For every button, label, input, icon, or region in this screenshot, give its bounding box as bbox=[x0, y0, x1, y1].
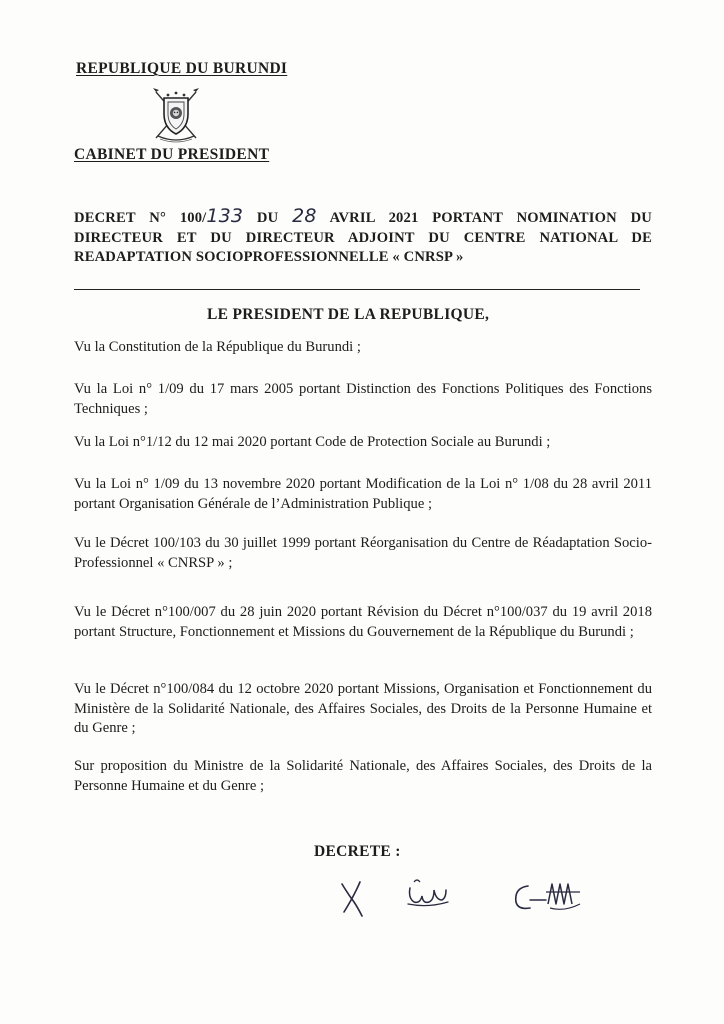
consideration-decret-084: Vu le Décret n°100/084 du 12 octobre 2020 portant Missions, Organisation et Fonctionnement du Ministère de la Solidarité Nationale, des Affaires Sociales, des Droits de la Personne Humaine et du Genre ; bbox=[74, 681, 652, 736]
decree-number-handwritten: 133 bbox=[206, 205, 244, 227]
decision-heading: DECRETE : bbox=[314, 843, 401, 860]
consideration-loi-2005: Vu la Loi n° 1/09 du 17 mars 2005 portant Distinction des Fonctions Politiques des Fonctions Techniques ; bbox=[74, 381, 652, 417]
consideration-decret-007: Vu le Décret n°100/007 du 28 juin 2020 portant Révision du Décret n°100/037 du 19 avril 2018 portant Structure, Fonctionnement et Missions du Gouvernement de la République du Burundi ; bbox=[74, 604, 652, 640]
consideration-loi-2020: Vu la Loi n° 1/09 du 13 novembre 2020 portant Modification de la Loi n° 1/08 du 28 avril 2011 portant Organisation Générale de l’Administration Publique ; bbox=[74, 476, 652, 512]
title-divider bbox=[74, 289, 640, 290]
consideration-proposition: Sur proposition du Ministre de la Solidarité Nationale, des Affaires Sociales, des Droits de la Personne Humaine et du Genre ; bbox=[74, 758, 652, 794]
country-heading: REPUBLIQUE DU BURUNDI bbox=[76, 60, 288, 77]
office-heading: CABINET DU PRESIDENT bbox=[74, 146, 270, 163]
decree-title bbox=[74, 207, 652, 268]
signature-initial-3 bbox=[510, 874, 586, 918]
title-prefix: DECRET N° 100/ bbox=[74, 210, 207, 226]
coat-of-arms-icon bbox=[150, 86, 202, 144]
consideration-loi-protection-sociale: Vu la Loi n°1/12 du 12 mai 2020 portant Code de Protection Sociale au Burundi ; bbox=[74, 434, 551, 450]
decree-day-handwritten: 28 bbox=[292, 205, 317, 227]
signature-initial-1 bbox=[338, 874, 368, 918]
title-suffix: AVRIL 2021 PORTANT NOMINATION DU DIRECTEUR ET DU DIRECTEUR ADJOINT DU CENTRE NATIONAL DE READAPTATION SOCIOPROFESSIONNELLE « CNRSP » bbox=[74, 210, 652, 265]
signature-initial-2 bbox=[404, 874, 452, 918]
title-mid: DU bbox=[243, 210, 293, 226]
president-heading: LE PRESIDENT DE LA REPUBLIQUE, bbox=[207, 306, 490, 323]
consideration-constitution: Vu la Constitution de la République du Burundi ; bbox=[74, 339, 361, 355]
consideration-decret-1999: Vu le Décret 100/103 du 30 juillet 1999 portant Réorganisation du Centre de Réadaptation Socio-Professionnel « CNRSP » ; bbox=[74, 535, 652, 571]
